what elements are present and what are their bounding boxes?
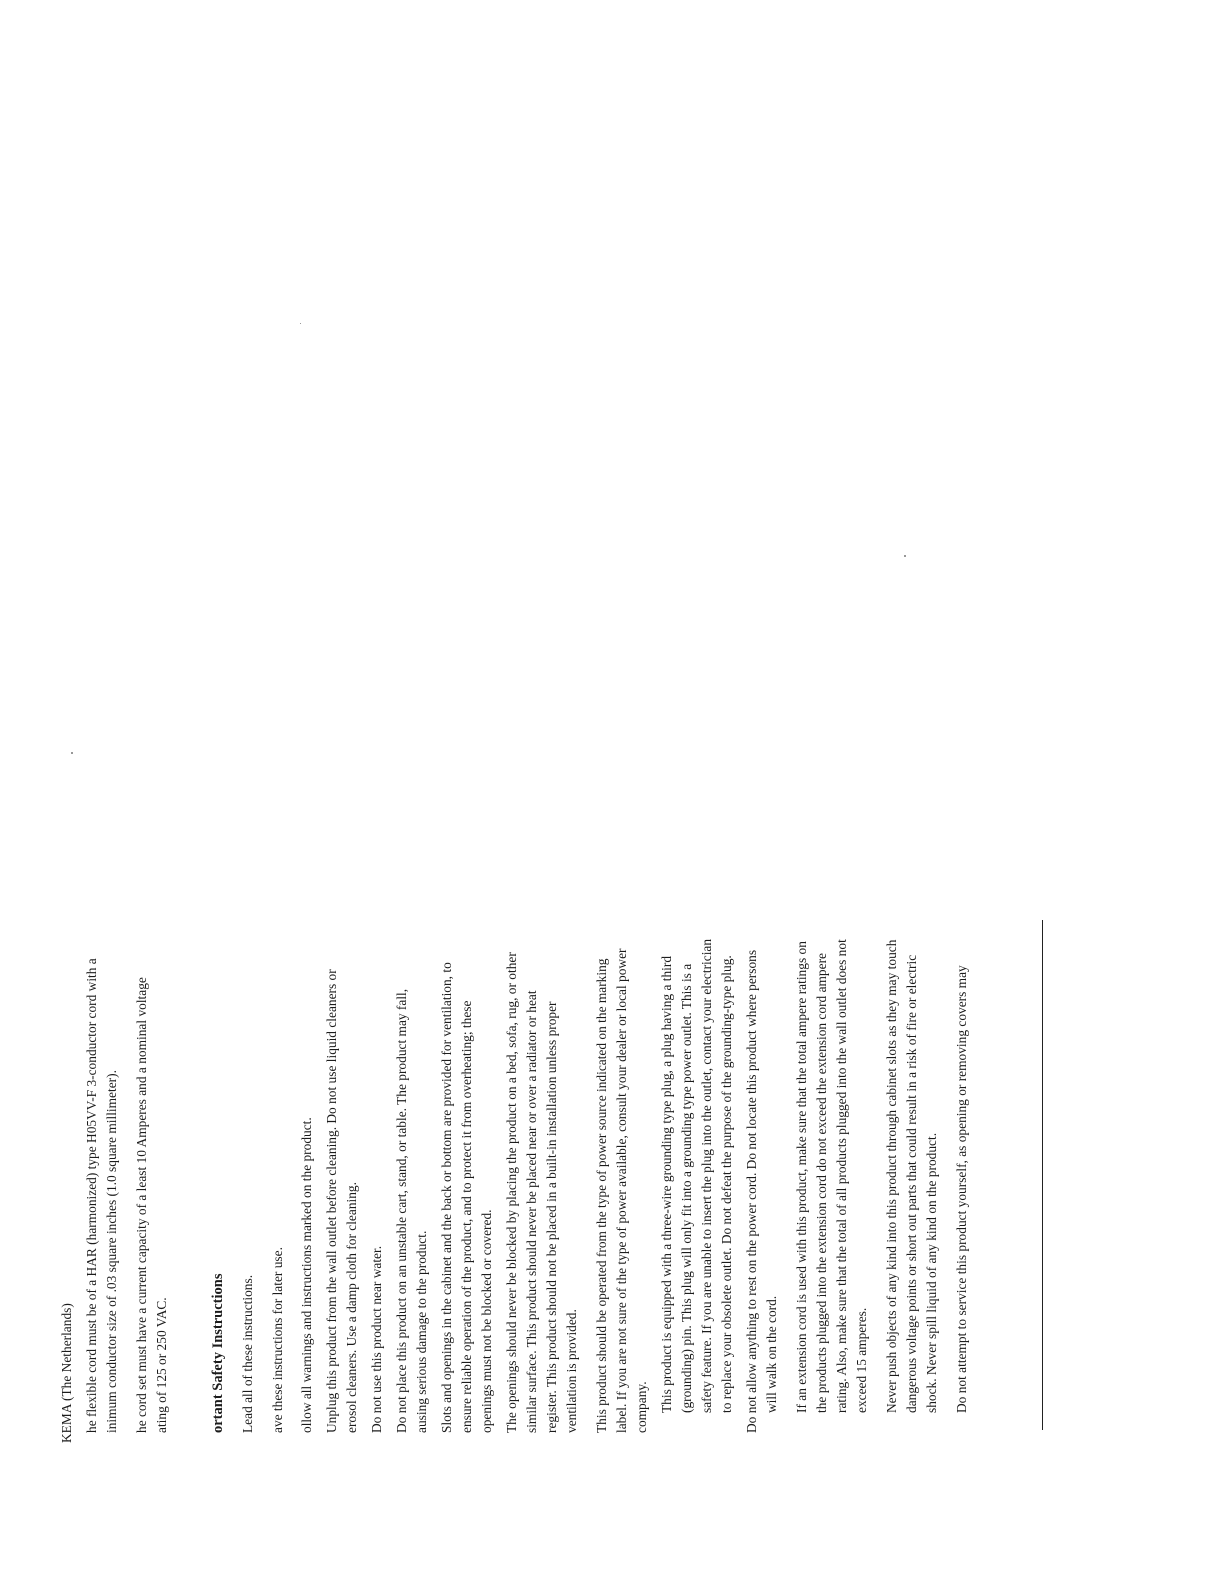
scan-speck xyxy=(300,323,301,324)
text-line: ave these instructions for later use. xyxy=(270,1247,285,1433)
text-line: label. If you are not sure of the type of power available, consult your dealer or local power xyxy=(614,948,629,1433)
text-line: company. xyxy=(634,1381,649,1433)
text-line: dangerous voltage points or short out parts that could result in a risk of fire or electric xyxy=(904,954,919,1413)
text-line: Never push objects of any kind into this product through cabinet slots as they may touch xyxy=(884,939,899,1413)
text-line: (grounding) pin. This plug will only fit into a grounding type power outlet. This is a xyxy=(679,963,694,1413)
text-line: rating. Also, make sure that the total of all products plugged into the wall outlet does not xyxy=(834,939,849,1413)
text-line: KEMA (The Netherlands) xyxy=(59,1303,74,1443)
text-line: similar surface. This product should never be placed near or over a radiator or heat xyxy=(524,990,539,1433)
text-line: Do not attempt to service this product yourself, as opening or removing covers may xyxy=(954,965,969,1413)
text-line: Do not allow anything to rest on the power cord. Do not locate this product where persons xyxy=(744,949,759,1433)
rotated-content-frame xyxy=(55,920,1125,1580)
footer-divider-line xyxy=(1042,920,1043,1430)
text-line: ollow all warnings and instructions marked on the product. xyxy=(299,1117,314,1433)
text-line: Do not place this product on an unstable cart, stand, or table. The product may fall, xyxy=(394,988,409,1433)
text-line: the products plugged into the extension cord do not exceed the extension cord ampere xyxy=(814,953,829,1413)
text-line: Do not use this product near water. xyxy=(369,1245,384,1433)
text-line: he flexible cord must be of a HAR (harmonized) type H05VV-F 3-conductor cord with a xyxy=(84,958,99,1433)
scan-speck xyxy=(904,555,906,557)
section-heading: ortant Safety Instructions xyxy=(210,1273,226,1433)
text-line: The openings should never be blocked by placing the product on a bed, sofa, rug, or other xyxy=(504,952,519,1433)
text-line: erosol cleaners. Use a damp cloth for cleaning. xyxy=(344,1182,359,1433)
text-line: Slots and openings in the cabinet and the back or bottom are provided for ventilation, to xyxy=(439,962,454,1433)
text-line: This product should be operated from the type of power source indicated on the marking xyxy=(594,958,609,1433)
text-line: exceed 15 amperes. xyxy=(854,1307,869,1413)
text-line: safety feature. If you are unable to insert the plug into the outlet, contact your electrician xyxy=(699,938,714,1413)
text-line: Unplug this product from the wall outlet before cleaning. Do not use liquid cleaners or xyxy=(324,969,339,1433)
text-line: he cord set must have a current capacity of a least 10 Amperes and a nominal voltage xyxy=(134,977,149,1433)
text-line: ating of 125 or 250 VAC. xyxy=(154,1297,169,1433)
scan-speck xyxy=(71,752,73,754)
text-line: shock. Never spill liquid of any kind on the product. xyxy=(924,1132,939,1413)
text-line: ensure reliable operation of the product, and to protect it from overheating; these xyxy=(459,1000,474,1433)
text-line: ventilation is provided. xyxy=(564,1309,579,1433)
text-line: openings must not be blocked or covered. xyxy=(479,1209,494,1433)
text-line: inimum conductor size of .03 square inches (1.0 square millimeter). xyxy=(104,1070,119,1433)
text-line: This product is equipped with a three-wire grounding type plug, a plug having a third xyxy=(659,955,674,1413)
text-line: Lead all of these instructions. xyxy=(240,1274,255,1433)
text-line: If an extension cord is used with this product, make sure that the total ampere ratings on xyxy=(794,941,809,1413)
text-line: will walk on the cord. xyxy=(764,1295,779,1413)
text-line: to replace your obsolete outlet. Do not defeat the purpose of the grounding-type plug. xyxy=(719,955,734,1413)
text-line: register. This product should not be placed in a built-in installation unless proper xyxy=(544,1001,559,1433)
text-line: ausing serious damage to the product. xyxy=(414,1230,429,1433)
rotated-document-body xyxy=(55,920,1125,1580)
